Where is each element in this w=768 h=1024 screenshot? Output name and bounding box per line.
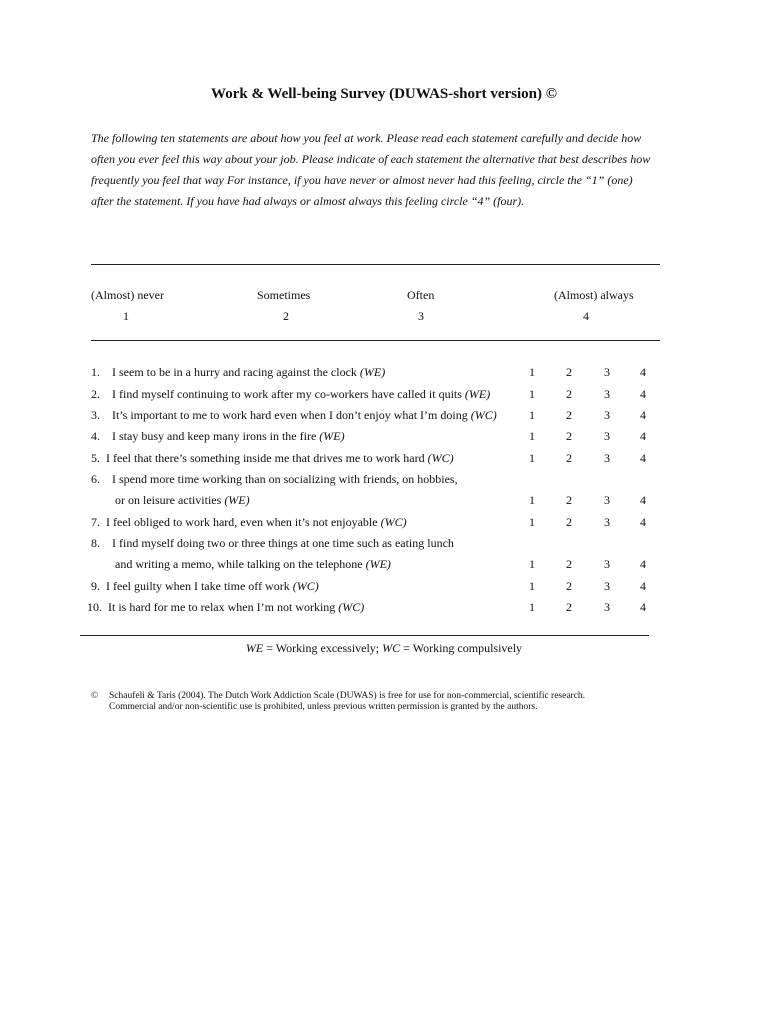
- item-number: 8.: [91, 536, 100, 550]
- intro-line: after the statement. If you have had always or almost always this feeling circle “4” (four).: [91, 194, 525, 208]
- scale-value-1: 1: [123, 309, 129, 323]
- item-text: It is hard for me to relax when I’m not working: [108, 600, 336, 614]
- response-option-1[interactable]: 1: [529, 451, 535, 465]
- item-abbr: (WC): [470, 408, 497, 422]
- item-abbr: (WC): [427, 451, 454, 465]
- response-option-4[interactable]: 4: [640, 579, 646, 593]
- item-text: I feel guilty when I take time off work: [106, 579, 290, 593]
- item-abbr: (WE): [319, 429, 345, 443]
- item-5: [91, 451, 454, 466]
- response-option-1[interactable]: 1: [529, 579, 535, 593]
- response-option-2[interactable]: 2: [566, 365, 572, 379]
- item-number: 1.: [91, 365, 100, 379]
- response-option-4[interactable]: 4: [640, 515, 646, 529]
- item-abbr: (WE): [365, 557, 391, 571]
- response-option-4[interactable]: 4: [640, 493, 646, 507]
- page-title: Work & Well-being Survey (DUWAS-short version) ©: [211, 86, 557, 102]
- scale-value-4: 4: [583, 309, 589, 323]
- legend-wc-text: = Working compulsively: [400, 641, 523, 655]
- footnote-line: Commercial and/or non-scientific use is prohibited, unless previous written permission is granted by the authors.: [109, 702, 538, 712]
- item-2: [91, 387, 490, 402]
- item-3: [91, 408, 497, 423]
- response-option-3[interactable]: 3: [604, 451, 610, 465]
- response-option-1[interactable]: 1: [529, 408, 535, 422]
- response-option-1[interactable]: 1: [529, 515, 535, 529]
- scale-label-never: (Almost) never: [91, 288, 164, 302]
- intro-line: The following ten statements are about how you feel at work. Please read each statement carefully and decide how: [91, 131, 642, 145]
- item-abbr: (WC): [380, 515, 407, 529]
- response-option-4[interactable]: 4: [640, 600, 646, 614]
- response-option-1[interactable]: 1: [529, 387, 535, 401]
- scale-label-often: Often: [407, 288, 435, 302]
- response-option-3[interactable]: 3: [604, 387, 610, 401]
- response-option-3[interactable]: 3: [604, 579, 610, 593]
- response-option-4[interactable]: 4: [640, 429, 646, 443]
- divider-bottom: [80, 635, 649, 636]
- legend-we-text: = Working excessively;: [263, 641, 383, 655]
- response-option-2[interactable]: 2: [566, 579, 572, 593]
- item-abbr: (WC): [292, 579, 319, 593]
- response-option-1[interactable]: 1: [529, 493, 535, 507]
- item-text: I find myself doing two or three things at one time such as eating lunch: [112, 536, 454, 550]
- response-option-2[interactable]: 2: [566, 408, 572, 422]
- item-text-line2: or on leisure activities: [115, 493, 222, 507]
- divider-scale: [91, 340, 660, 341]
- item-7: [91, 515, 407, 530]
- item-8: [91, 536, 454, 551]
- footnote-line: Schaufeli & Taris (2004). The Dutch Work Addiction Scale (DUWAS) is free for use for non-commercial, scientific research.: [109, 691, 586, 701]
- response-option-1[interactable]: 1: [529, 365, 535, 379]
- item-abbr: (WE): [224, 493, 250, 507]
- scale-label-always: (Almost) always: [554, 288, 634, 302]
- response-option-2[interactable]: 2: [566, 387, 572, 401]
- footnote-symbol: ©: [91, 691, 99, 701]
- response-option-4[interactable]: 4: [640, 387, 646, 401]
- item-abbr: (WC): [338, 600, 365, 614]
- item-number: 9.: [91, 579, 100, 593]
- item-10: [87, 600, 364, 615]
- item-8-continued: [115, 557, 391, 572]
- response-option-4[interactable]: 4: [640, 451, 646, 465]
- legend-we-abbr: WE: [245, 641, 264, 655]
- item-number: 10.: [87, 600, 102, 614]
- response-option-3[interactable]: 3: [604, 600, 610, 614]
- item-1: [91, 365, 385, 380]
- legend-wc-abbr: WC: [382, 641, 401, 655]
- item-6-continued: [115, 493, 250, 508]
- divider-top: [91, 264, 660, 265]
- response-option-3[interactable]: 3: [604, 408, 610, 422]
- response-option-4[interactable]: 4: [640, 557, 646, 571]
- response-option-1[interactable]: 1: [529, 600, 535, 614]
- scale-value-2: 2: [283, 309, 289, 323]
- item-text-line2: and writing a memo, while talking on the telephone: [115, 557, 363, 571]
- item-text: I stay busy and keep many irons in the fire: [112, 429, 317, 443]
- item-text: I feel that there’s something inside me that drives me to work hard: [106, 451, 425, 465]
- item-text: I spend more time working than on socializing with friends, on hobbies,: [112, 472, 458, 486]
- item-text: I seem to be in a hurry and racing against the clock: [112, 365, 357, 379]
- response-option-3[interactable]: 3: [604, 493, 610, 507]
- item-number: 5.: [91, 451, 100, 465]
- item-number: 2.: [91, 387, 100, 401]
- scale-value-3: 3: [418, 309, 424, 323]
- response-option-4[interactable]: 4: [640, 365, 646, 379]
- item-4: [91, 429, 345, 444]
- response-option-3[interactable]: 3: [604, 429, 610, 443]
- response-option-1[interactable]: 1: [529, 429, 535, 443]
- response-option-3[interactable]: 3: [604, 557, 610, 571]
- response-option-2[interactable]: 2: [566, 515, 572, 529]
- item-number: 3.: [91, 408, 100, 422]
- item-9: [91, 579, 319, 594]
- intro-line: often you ever feel this way about your job. Please indicate of each statement the alternative that best describes how: [91, 152, 651, 166]
- scale-label-sometimes: Sometimes: [257, 288, 311, 302]
- response-option-3[interactable]: 3: [604, 365, 610, 379]
- response-option-2[interactable]: 2: [566, 493, 572, 507]
- item-text: I feel obliged to work hard, even when it’s not enjoyable: [106, 515, 378, 529]
- item-text: I find myself continuing to work after my co-workers have called it quits: [112, 387, 462, 401]
- item-6: [91, 472, 458, 487]
- response-option-2[interactable]: 2: [566, 557, 572, 571]
- item-number: 6.: [91, 472, 100, 486]
- item-text: It’s important to me to work hard even when I don’t enjoy what I’m doing: [112, 408, 468, 422]
- response-option-1[interactable]: 1: [529, 557, 535, 571]
- response-option-2[interactable]: 2: [566, 429, 572, 443]
- item-abbr: (WE): [464, 387, 491, 401]
- response-option-2[interactable]: 2: [566, 600, 572, 614]
- response-option-3[interactable]: 3: [604, 515, 610, 529]
- response-option-4[interactable]: 4: [640, 408, 646, 422]
- abbreviation-legend: [0, 641, 768, 656]
- response-option-2[interactable]: 2: [566, 451, 572, 465]
- item-number: 7.: [91, 515, 100, 529]
- item-abbr: (WE): [359, 365, 386, 379]
- intro-line: frequently you feel that way For instance, if you have never or almost never had this feeling, circle the “1” (one): [91, 173, 633, 187]
- item-number: 4.: [91, 429, 100, 443]
